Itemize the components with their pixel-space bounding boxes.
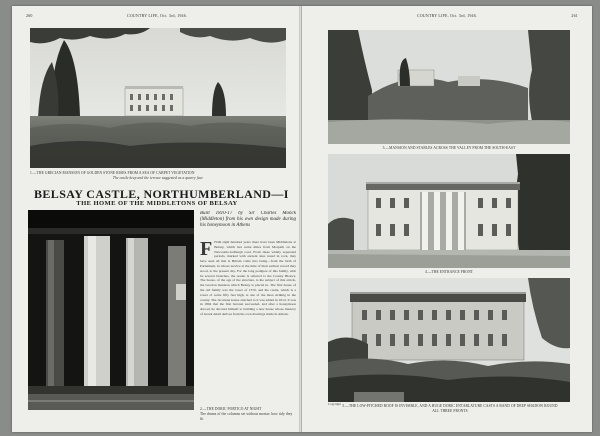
left-page-number: 260 (26, 13, 33, 18)
right-running-head: COUNTRY LIFE, Oct. 3rd, 1946. (416, 13, 478, 18)
figure-2-subcaption: The drums of the columns set without mortar: how tidy they fit (200, 412, 293, 421)
body-text-content: FOR eight hundred years there have been Middletons at Belsay, which lies some miles from Morpeth on the Newcastle-Jedburgh road. From these widely separated periods, marked with ancient sites noted in rock, they have seen all that is Britain come into being—from the birth of Parliament, in whose service at the time of their earliest record they stood, to the present day. For the long pedigree of this family, with its several branches, the reader is referred to the County History. The house, of the age of the structure, is the subject of this article, the Grecian mansion which Belsay is placed in. The first house of the old family was the tower of 1370, and the castle, which is a tower of some fifty feet high, is one of the most striking in the county. The Jacobean house attached to it was added in 1614. It was in 1804 that the first baronet succeeded, and after a honeymoon abroad, he devoted himself to building a new house whose mastery of Greek detail derives from his own drawings made in Athens. (200, 240, 296, 316)
figure-5-caption: 5.—THE LOW-PITCHED ROOF IS INVISIBLE, AND A HUGE DORIC ENTABLATURE CASTS A BAND OF DEEP SHADOW ROUND ALL THREE FRONTS (342, 404, 558, 413)
left-page (12, 6, 302, 432)
drop-cap: F (200, 240, 213, 260)
right-page-number: 261 (571, 13, 578, 18)
left-running-head: COUNTRY LIFE, Oct. 3rd, 1946. (126, 13, 188, 18)
figure-5-credit: Copyright (328, 402, 342, 406)
lead-text (200, 211, 296, 237)
figure-5-photo (328, 278, 570, 402)
article-subtitle: THE HOME OF THE MIDDLETONS OF BELSAY (76, 200, 238, 207)
figure-4-caption: 4.—THE ENTRANCE FRONT (424, 270, 474, 274)
right-page (302, 6, 592, 432)
figure-1-caption: 1.—THE GRECIAN MANSION OF GOLDEN STONE RISES FROM A SEA OF CARPET VEGETATION (30, 171, 195, 175)
figure-1-photo (30, 28, 286, 168)
figure-3-caption: 3.—MANSION AND STABLES ACROSS THE VALLEY FROM THE SOUTH-EAST (382, 146, 516, 150)
figure-2-caption: 2.—THE DORIC PORTICO AT NIGHT (200, 407, 262, 411)
figure-2-photo (28, 210, 194, 410)
figure-3-photo (328, 30, 570, 144)
article-title: BELSAY CASTLE, NORTHUMBERLAND—I (34, 187, 289, 201)
body-text (200, 240, 296, 404)
lead-text-content: Built 1810-17 by Sir Charles Monck (Middleton) from his own design made during his honeymoon in Athens (200, 211, 296, 229)
figure-1-subcaption: The castle keep and the terrace suggested as a quarry face (112, 176, 204, 180)
figure-4-photo (328, 154, 570, 268)
